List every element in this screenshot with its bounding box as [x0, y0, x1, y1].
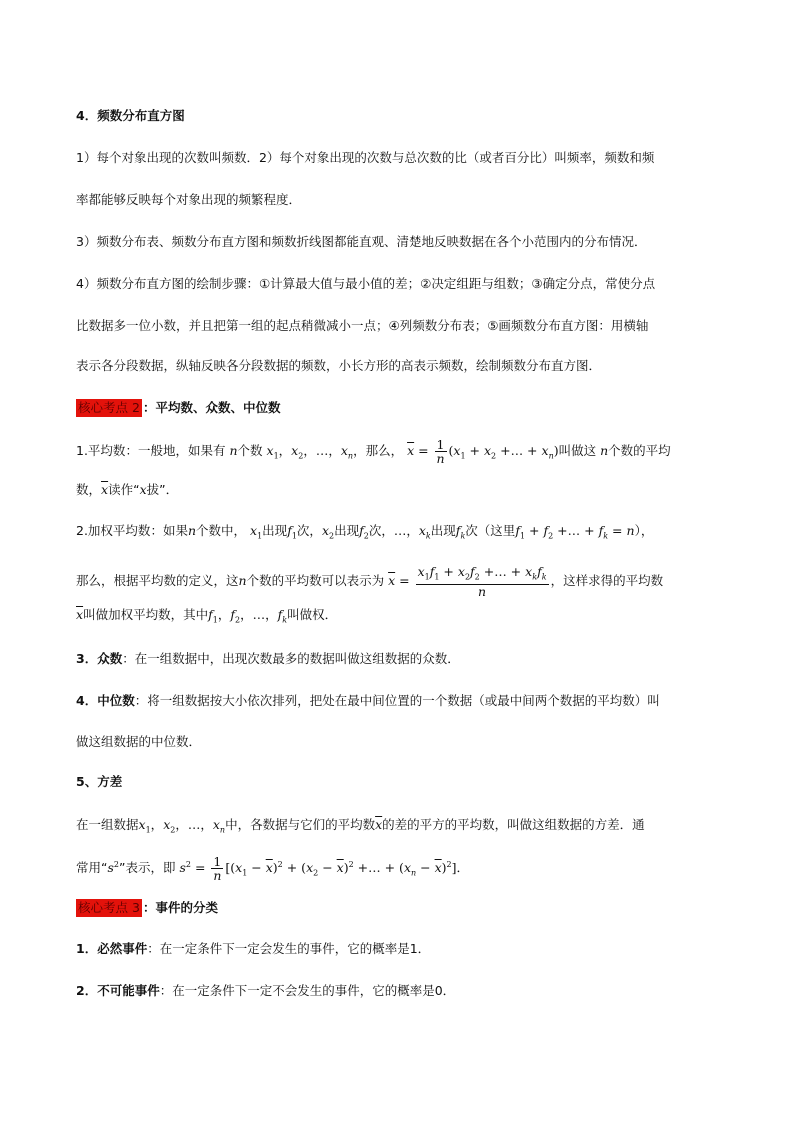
mean-definition-line-2: 数，$\overline{x}$读作“x拔”． [76, 482, 179, 497]
impossible-event-label: 2．不可能事件 [76, 983, 160, 998]
weighted-mean-label: 2.加权平均数 [76, 523, 151, 538]
paragraph-frequency-1: 1）每个对象出现的次数叫频数．2）每个对象出现的次数与总次数的比（或者百分比）叫频率，频数和频 [76, 150, 655, 165]
certain-event-probability: 1 [409, 941, 418, 956]
mean-definition-line-1: 1.平均数：一般地，如果有 n个数 $x_1$，$x_2$，…，$x_n$，那么， $\overline{x}$ = $\frac{1}{n}$ ($x_1 + x_2$ +… + $x_n$)叫做这 n个数的平均 [76, 437, 671, 466]
paragraph-frequency-tables: 3）频数分布表、频数分布直方图和频数折线图都能直观、清楚地反映数据在各个小范围内的分布情况． [76, 234, 647, 249]
core-point-heading-2 [76, 399, 280, 417]
mode-label: 3．众数 [76, 651, 123, 666]
weighted-mean-line-1: 2.加权平均数：如果n个数中， $x_1$出现$f_1$次，$x_2$出现$f_2$次，…，$x_k$出现$f_k$次（这里$f_1 + f_2$ +… + $f_k = n$）， [76, 523, 654, 541]
variance-heading: 5、方差 [76, 774, 123, 789]
impossible-event-probability: 0 [434, 983, 443, 998]
variance-definition-line-1: 在一组数据$x_1$，$x_2$，…，$x_n$中，各数据与它们的平均数$\overline{x}$的差的平方的平均数，叫做这组数据的方差．通 [76, 817, 645, 835]
median-definition-line-2: 做这组数据的中位数． [76, 734, 202, 749]
weighted-mean-line-3: $\overline{x}$叫做加权平均数，其中$f_1$，$f_2$，…，$f_k$叫做权． [76, 607, 338, 625]
core-point-heading-3 [76, 899, 218, 917]
impossible-event-definition: 2．不可能事件：在一定条件下一定不会发生的事件，它的概率是0． [76, 983, 456, 998]
core-point-tag: 核心考点 3 [78, 900, 140, 915]
median-label: 4．中位数 [76, 693, 135, 708]
median-definition-line-1: 4．中位数：将一组数据按大小依次排列，把处在最中间位置的一个数据（或最中间两个数据的平均数）叫 [76, 693, 660, 708]
paragraph-frequency-2: 率都能够反映每个对象出现的频繁程度． [76, 192, 302, 207]
formula-data-list: $x_1$，$x_2$，…，$x_n$ [266, 443, 354, 461]
weighted-mean-line-2: 那么，根据平均数的定义，这n个数的平均数可以表示为 $\overline{x}$ = $\frac{x_1f_1 + x_2f_2 +\dots + x_kf_k}{n}$ ，这样求得的平均数 [76, 564, 664, 599]
paragraph-steps-3: 表示各分段数据，纵轴反映各分段数据的频数，小长方形的高表示频数，绘制频数分布直方图． [76, 358, 602, 373]
certain-event-label: 1．必然事件 [76, 941, 148, 956]
variance-definition-line-2: 常用“$s^2$”表示，即 $s^2$ = $\frac{1}{n}$ [$(x_1 - \overline{x})^2 + (x_2 - \overline{x})^2$ +… + $(x_n - \overline{x})^2$]． [76, 854, 470, 883]
section-heading-histogram: 4．频数分布直方图 [76, 108, 185, 123]
certain-event-definition: 1．必然事件：在一定条件下一定会发生的事件，它的概率是1． [76, 941, 431, 956]
core-point-title: ：平均数、众数、中位数 [142, 400, 281, 415]
mean-label: 1.平均数 [76, 443, 126, 458]
formula-weighted-mean: $\overline{x}$ = $\frac{x_1f_1 + x_2f_2 +\dots + x_kf_k}{n}$ [388, 564, 547, 599]
paragraph-steps-1: 4）频数分布直方图的绘制步骤：①计算最大值与最小值的差；②决定组距与组数；③确定分点，常使分点 [76, 276, 656, 291]
formula-variance: $s^2$ = $\frac{1}{n}$ [$(x_1 - \overline{x})^2 + (x_2 - \overline{x})^2$ +… + $(x_n - \overline{x})^2$] [179, 854, 457, 883]
mode-definition: 3．众数：在一组数据中，出现次数最多的数据叫做这组数据的众数． [76, 651, 460, 666]
formula-mean: $\overline{x}$ = $\frac{1}{n}$ ($x_1 + x_2$ +… + $x_n$) [407, 437, 559, 466]
core-point-tag: 核心考点 2 [78, 400, 140, 415]
paragraph-steps-2: 比数据多一位小数，并且把第一组的起点稍微减小一点；④列频数分布表；⑤画频数分布直方图：用横轴 [76, 318, 649, 333]
core-point-title: ：事件的分类 [142, 900, 218, 915]
